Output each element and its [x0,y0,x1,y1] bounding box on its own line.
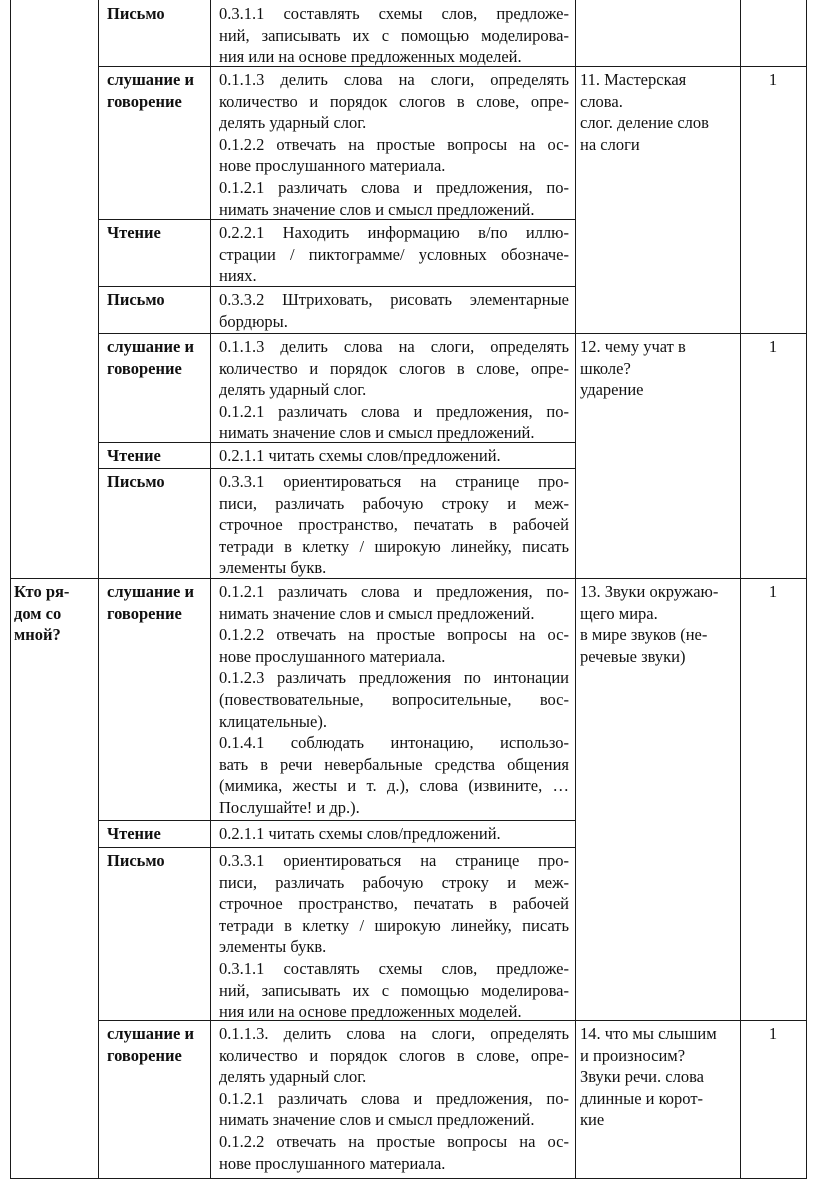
lesson-topic [580,69,736,155]
objective-text: 0.1.4.1 соблюдать интонацию, использо- [219,733,569,753]
objective-text: 0.1.2.2 отвечать на простые вопросы на ос- [219,1131,569,1151]
skill-label: Чтение [107,824,161,843]
lesson-topic-line: длинные и корот- [580,1088,704,1108]
objective-text: вать в речи невербальные средства общения [219,754,569,774]
objective-text: 0.3.1.1 составлять схемы слов, предложе- [219,958,569,978]
objective-cell [219,823,569,845]
objective-text: 0.2.1.1 читать схемы слов/предложений. [219,824,501,843]
objective-cell [219,1023,569,1174]
skill-cell [107,222,206,244]
objective-text: 0.3.3.1 ориентироваться на странице про- [219,472,569,491]
lesson-border [575,1020,806,1021]
objective-cell [219,336,569,444]
skill-cell [107,471,206,493]
skill-cell [107,69,206,112]
skill-label: говорение [107,358,182,378]
section-border [10,578,98,579]
skill-cell [107,581,206,624]
objective-text: делять ударный слог. [219,380,367,400]
lesson-topic-line: щего мира. [580,603,658,623]
objective-text: 0.1.2.3 различать предложения по интонации [219,668,569,688]
objective-text: страции / пиктограмме/ условных обозначе- [219,244,569,264]
objective-text: 0.3.3.1 ориентироваться на странице про- [219,851,569,870]
skill-label: Письмо [107,290,165,309]
objective-text: количество и порядок слогов в слове, опре- [219,358,569,378]
section-title-line: мной? [14,625,61,645]
objective-cell [219,222,569,287]
objective-text: делять ударный слог. [219,1067,367,1087]
lesson-hours [740,581,806,603]
objective-text: делять ударный слог. [219,113,367,133]
lesson-border [575,333,806,334]
lesson-topic [580,1023,736,1131]
lesson-border [575,578,806,579]
skill-cell [107,336,206,379]
objective-text: ний, записывать их с помощью моделирова- [219,980,569,1000]
skill-label: слушание и [107,582,194,601]
objective-text: элементы букв. [219,558,327,578]
objective-text: количество и порядок слогов в слове, опре- [219,91,569,111]
lesson-topic-line: кие [580,1110,605,1130]
objective-text: ния или на основе предложенных моделей. [219,47,522,67]
skill-label: говорение [107,603,182,623]
skill-label: Чтение [107,223,161,242]
lesson-hours [740,1023,806,1045]
skill-label: слушание и [107,70,194,89]
objective-text: нимать значение слов и смысл предложений. [219,199,535,219]
objective-cell [219,69,569,220]
objective-text: (мимика, жесты и т. д.), слова (извините, … [219,776,569,796]
lesson-topic-line: на слоги [580,134,640,154]
objective-text: писи, различать рабочую строку и меж- [219,872,569,892]
lesson-topic [580,336,736,401]
skill-label: слушание и [107,1024,194,1043]
objective-text: нимать значение слов и смысл предложений. [219,423,535,443]
row-border [98,820,575,821]
objective-text: тетради в клетку / широкую линейку, писать [219,915,569,935]
objective-text: 0.1.2.1 различать слова и предложения, по- [219,582,569,601]
lesson-topic [580,581,736,667]
section-title-line: дом со [14,603,62,623]
objective-text: нимать значение слов и смысл предложений. [219,603,535,623]
skill-cell [107,289,206,311]
objective-text: 0.2.2.1 Находить информацию в/по иллю- [219,223,569,242]
lesson-topic-line: речевые звуки) [580,646,686,666]
skill-label: Письмо [107,472,165,491]
row-border [98,333,575,334]
column-border [806,0,807,1179]
skill-label: слушание и [107,337,194,356]
objective-text: нове прослушанного материала. [219,646,446,666]
objective-text: (повествовательные, вопросительные, вос- [219,689,569,709]
lesson-topic-line: слова. [580,91,623,111]
lesson-topic-line: и произносим? [580,1045,686,1065]
column-border [210,0,211,1179]
lesson-topic-line: в мире звуков (не- [580,625,708,645]
objective-text: 0.3.1.1 составлять схемы слов, предложе- [219,4,569,23]
lesson-topic-line: слог. деление слов [580,113,709,133]
lesson-topic-line: 11. Мастерская [580,70,687,89]
lesson-hours-value: 1 [768,1024,778,1043]
objective-text: писи, различать рабочую строку и меж- [219,493,569,513]
objective-cell [219,289,569,332]
objective-text: бордюры. [219,311,288,331]
objective-text: 0.1.1.3 делить слова на слоги, определять [219,337,569,356]
objective-text: ний, записывать их с помощью моделирова- [219,25,569,45]
skill-label: Чтение [107,446,161,465]
objective-text: 0.1.2.2 отвечать на простые вопросы на ос- [219,134,569,154]
skill-cell [107,1023,206,1066]
lesson-topic-line: 12. чему учат в [580,337,686,356]
column-border [10,0,11,1179]
objective-text: ния или на основе предложенных моделей. [219,1002,522,1022]
skill-label: говорение [107,1045,182,1065]
objective-cell [219,445,569,467]
objective-text: 0.1.2.2 отвечать на простые вопросы на ос- [219,625,569,645]
table-bottom-border [10,1178,807,1179]
skill-label: говорение [107,91,182,111]
lesson-topic-line: школе? [580,358,631,378]
section-title [14,581,94,646]
lesson-hours [740,336,806,358]
column-border [575,0,576,1179]
column-border [98,0,99,1179]
row-border [98,468,575,469]
lesson-topic-line: Звуки речи. слова [580,1067,704,1087]
lesson-topic-line: 13. Звуки окружаю- [580,582,719,601]
objective-text: нимать значение слов и смысл предложений. [219,1110,535,1130]
objective-text: 0.3.3.2 Штриховать, рисовать элементарные [219,290,569,309]
objective-text: 0.2.1.1 читать схемы слов/предложений. [219,446,501,465]
lesson-border [575,66,806,67]
objective-text: количество и порядок слогов в слове, опре- [219,1045,569,1065]
objective-text: 0.1.2.1 различать слова и предложения, по- [219,1088,569,1108]
objective-text: 0.1.2.1 различать слова и предложения, по- [219,401,569,421]
skill-label: Письмо [107,4,165,23]
skill-cell [107,445,206,467]
skill-cell [107,3,206,25]
objective-text: Послушайте! и др.). [219,797,360,817]
objective-cell [219,3,569,68]
objective-text: ниях. [219,266,257,286]
objective-text: 0.1.1.3 делить слова на слоги, определять [219,70,569,89]
skill-label: Письмо [107,851,165,870]
objective-text: нове прослушанного материала. [219,156,446,176]
objective-text: тетради в клетку / широкую линейку, писать [219,536,569,556]
objective-text: 0.1.1.3. делить слова на слоги, определять [219,1024,569,1043]
lesson-hours-value: 1 [768,70,778,89]
objective-text: строчное пространство, печатать в рабочей [219,894,569,914]
objective-text: нове прослушанного материала. [219,1153,446,1173]
objective-cell [219,850,569,1023]
lesson-hours-value: 1 [768,337,778,356]
lesson-topic-line: 14. что мы слышим [580,1024,717,1043]
lesson-hours [740,69,806,91]
objective-cell [219,471,569,579]
objective-cell [219,581,569,819]
lesson-hours-value: 1 [768,582,778,601]
skill-cell [107,850,206,872]
objective-text: элементы букв. [219,937,327,957]
row-border [98,847,575,848]
lesson-topic-line: ударение [580,380,644,400]
objective-text: строчное пространство, печатать в рабочей [219,515,569,535]
skill-cell [107,823,206,845]
objective-text: клицательные). [219,711,327,731]
section-title-line: Кто ря- [14,582,70,601]
objective-text: 0.1.2.1 различать слова и предложения, по- [219,177,569,197]
